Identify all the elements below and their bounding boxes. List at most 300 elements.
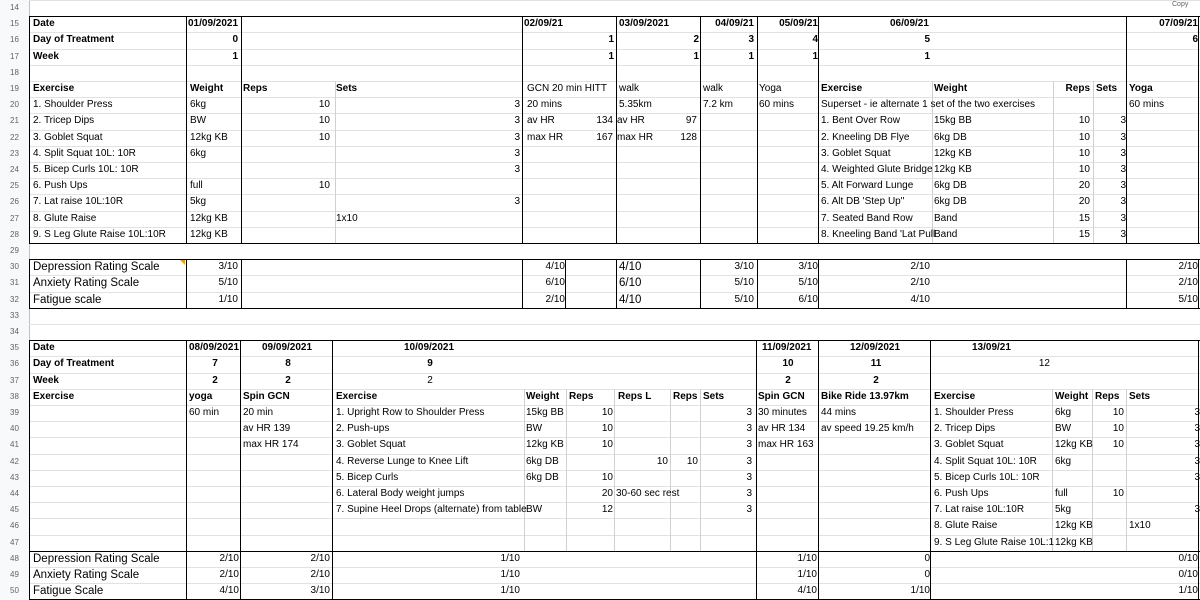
cell[interactable]: 10 <box>318 180 330 192</box>
cell[interactable]: 0/10 <box>1178 569 1198 580</box>
cell[interactable]: yoga <box>189 390 213 402</box>
cell[interactable]: av HR <box>617 115 645 127</box>
cell[interactable]: 3. Goblet Squat <box>33 131 103 143</box>
row-number[interactable]: 16 <box>10 35 19 45</box>
cell[interactable]: Exercise <box>934 390 976 402</box>
cell[interactable]: 10 <box>1112 407 1124 418</box>
cell[interactable]: 0 <box>924 552 930 564</box>
cell[interactable]: 60 mins <box>759 99 795 111</box>
cell[interactable]: Day of Treatment <box>33 34 115 46</box>
cell[interactable]: 6. Alt DB 'Step Up" <box>821 196 905 208</box>
cell[interactable]: 10 <box>656 455 668 467</box>
row-number[interactable]: 28 <box>10 229 19 239</box>
cell[interactable]: 5. Bicep Curls <box>336 471 399 483</box>
cell[interactable]: 0 <box>924 569 930 580</box>
cell[interactable]: 15kg BB <box>526 407 564 418</box>
cell[interactable]: 6kg DB <box>526 455 559 467</box>
cell[interactable]: 3 <box>1120 212 1126 224</box>
cell[interactable]: 3 <box>514 164 520 175</box>
cell[interactable]: 1 <box>232 50 238 62</box>
cell[interactable]: 3 <box>1120 164 1126 175</box>
cell[interactable]: 3 <box>748 34 754 46</box>
cell[interactable]: 3 <box>1194 439 1200 451</box>
cell[interactable]: Anxiety Rating Scale <box>33 569 140 581</box>
cell[interactable]: 5 <box>924 34 930 46</box>
cell[interactable]: 10 <box>1078 147 1090 159</box>
cell[interactable]: 09/09/2021 <box>262 342 313 354</box>
cell[interactable]: 1 <box>924 50 930 62</box>
cell[interactable]: Weight <box>934 83 968 94</box>
cell[interactable]: walk <box>703 83 724 94</box>
row-number[interactable]: 15 <box>10 19 19 29</box>
cell[interactable]: 3 <box>514 131 520 143</box>
cell[interactable]: Fatigue Scale <box>33 585 104 598</box>
cell[interactable]: Superset - ie alternate 1 set of the two exercises <box>821 99 1035 111</box>
cell[interactable]: 20 <box>601 488 613 499</box>
cell[interactable]: 15 <box>1078 212 1090 224</box>
cell[interactable]: 12kg KB <box>190 212 228 224</box>
cell[interactable]: 12kg KB <box>190 228 228 240</box>
cell[interactable]: BW <box>1055 423 1072 435</box>
cell[interactable]: Fatigue scale <box>33 293 102 306</box>
cell[interactable]: 2/10 <box>1178 277 1198 289</box>
cell[interactable]: av HR 139 <box>243 423 291 435</box>
cell[interactable]: 10 <box>601 407 613 418</box>
cell[interactable]: 2/10 <box>310 569 330 580</box>
row-number[interactable]: 42 <box>10 456 19 466</box>
row-number[interactable]: 22 <box>10 132 19 142</box>
cell[interactable]: 5/10 <box>798 277 818 289</box>
row-number[interactable]: 18 <box>10 67 19 77</box>
cell[interactable]: 3 <box>1194 423 1200 435</box>
cell[interactable]: 02/09/21 <box>524 18 563 30</box>
table-border <box>930 340 931 551</box>
row-number[interactable]: 45 <box>10 505 19 515</box>
cell[interactable]: full <box>190 180 203 192</box>
table-border <box>1198 259 1199 308</box>
cell[interactable]: 5kg <box>190 196 207 208</box>
cell[interactable]: 2 <box>427 374 433 386</box>
cell[interactable]: 13/09/21 <box>972 342 1011 354</box>
cell[interactable]: Exercise <box>821 83 863 94</box>
cell[interactable]: Sets <box>703 390 725 402</box>
row-number[interactable]: 34 <box>10 327 19 336</box>
cell[interactable]: av HR 134 <box>758 423 806 435</box>
cell[interactable]: Sets <box>336 83 358 94</box>
cell[interactable]: Reps <box>569 390 594 402</box>
cell[interactable]: 30 minutes <box>758 407 807 418</box>
row-number[interactable]: 35 <box>10 343 19 353</box>
cell[interactable]: 10 <box>601 423 613 435</box>
cell[interactable]: 2. Tricep Dips <box>934 423 996 435</box>
row-number[interactable]: 17 <box>10 51 19 61</box>
cell[interactable]: 4/10 <box>910 293 930 305</box>
cell[interactable]: 3 <box>746 471 752 483</box>
cell[interactable]: 8. Glute Raise <box>33 212 97 224</box>
cell[interactable]: 1/10 <box>500 552 520 564</box>
cell[interactable]: 5. Bicep Curls 10L: 10R <box>33 164 139 175</box>
cell[interactable]: 6. Push Ups <box>33 180 88 192</box>
cell[interactable]: BW <box>526 504 543 516</box>
row-number[interactable]: 27 <box>10 213 19 223</box>
cell[interactable]: 10 <box>318 99 330 111</box>
cell[interactable]: 1. Shoulder Press <box>934 407 1014 418</box>
cell[interactable]: 4/10 <box>219 585 239 597</box>
cell[interactable]: 15 <box>1078 228 1090 240</box>
cell[interactable]: 03/09/2021 <box>619 18 670 30</box>
cell[interactable]: Bike Ride 13.97km <box>821 390 909 402</box>
cell[interactable]: Yoga <box>759 83 782 94</box>
row-number[interactable]: 48 <box>10 553 19 563</box>
cell[interactable]: 5/10 <box>734 293 754 305</box>
cell[interactable]: Depression Rating Scale <box>33 261 160 274</box>
cell[interactable]: Reps <box>1095 390 1120 402</box>
cell[interactable]: 5. Bicep Curls 10L: 10R <box>934 471 1040 483</box>
cell[interactable]: 01/09/2021 <box>188 18 239 30</box>
cell[interactable]: 167 <box>596 131 613 143</box>
cell[interactable]: max HR <box>527 131 564 143</box>
table-border <box>29 16 30 243</box>
cell[interactable]: 7 <box>212 358 218 370</box>
cell[interactable]: 11/09/2021 <box>762 342 812 354</box>
cell[interactable]: Band <box>934 228 958 240</box>
cell[interactable]: 2 <box>785 374 791 386</box>
cell[interactable]: Weight <box>526 390 560 402</box>
table-border <box>670 389 671 551</box>
cell[interactable]: Reps <box>673 390 698 402</box>
row-number[interactable]: 14 <box>10 3 19 12</box>
cell[interactable]: BW <box>190 115 207 127</box>
cell[interactable]: 08/09/2021 <box>189 342 240 354</box>
table-border <box>524 389 525 551</box>
cell[interactable]: 6/10 <box>798 293 818 305</box>
cell[interactable]: 0/10 <box>1178 552 1198 564</box>
cell[interactable]: 3 <box>746 423 752 435</box>
cell[interactable]: 1/10 <box>500 569 520 580</box>
cell[interactable]: 4. Split Squat 10L: 10R <box>934 455 1037 467</box>
cell[interactable]: 20 <box>1078 196 1090 208</box>
cell[interactable]: Exercise <box>33 390 75 402</box>
cell[interactable]: BW <box>526 423 543 435</box>
cell[interactable]: 05/09/21 <box>779 18 818 30</box>
cell[interactable]: max HR 163 <box>758 439 814 451</box>
cell[interactable]: 1. Bent Over Row <box>821 115 900 127</box>
cell[interactable]: 6kg <box>190 147 207 159</box>
row-number[interactable]: 33 <box>10 310 19 320</box>
cell[interactable]: 8. Glute Raise <box>934 520 998 532</box>
cell[interactable]: 6kg <box>190 99 207 111</box>
cell[interactable]: 10 <box>1112 439 1124 451</box>
cell[interactable]: 8 <box>285 358 291 370</box>
cell[interactable]: 3/10 <box>734 261 754 273</box>
cell[interactable]: 1x10 <box>1129 520 1151 532</box>
cell[interactable]: 12kg KB <box>1055 536 1093 548</box>
cell[interactable]: max HR <box>617 131 654 143</box>
cell[interactable]: 4/10 <box>797 585 817 597</box>
cell[interactable]: 6. Push Ups <box>934 488 989 499</box>
cell[interactable]: 12 <box>601 504 613 516</box>
cell[interactable]: 10 <box>782 358 794 370</box>
cell[interactable]: 60 min <box>189 407 220 418</box>
cell[interactable]: 2 <box>212 374 218 386</box>
cell[interactable]: 6 <box>1192 34 1198 46</box>
cell[interactable]: 4/10 <box>619 293 642 306</box>
row-number[interactable]: 36 <box>10 359 19 369</box>
cell[interactable]: 11 <box>870 358 882 370</box>
cell[interactable]: 7. Supine Heel Drops (alternate) from table <box>336 504 527 516</box>
cell[interactable]: 1 <box>608 34 614 46</box>
cell[interactable]: 20 <box>1078 180 1090 192</box>
cell[interactable]: Exercise <box>33 83 75 94</box>
cell[interactable]: GCN 20 min HITT <box>527 83 608 94</box>
cell[interactable]: 3 <box>746 407 752 418</box>
cell[interactable]: 10 <box>601 439 613 451</box>
cell[interactable]: 1 <box>608 50 614 62</box>
cell[interactable]: 06/09/21 <box>890 18 929 30</box>
cell[interactable]: 12kg KB <box>934 147 972 159</box>
cell[interactable]: 10 <box>1078 131 1090 143</box>
cell[interactable]: 5. Alt Forward Lunge <box>821 180 914 192</box>
row-number[interactable]: 41 <box>10 440 19 450</box>
cell[interactable]: 2/10 <box>219 552 239 564</box>
cell[interactable]: 6/10 <box>619 277 642 290</box>
cell[interactable]: Yoga <box>1129 83 1153 94</box>
cell[interactable]: 1/10 <box>1178 585 1198 597</box>
cell[interactable]: 10 <box>318 115 330 127</box>
cell[interactable]: 04/09/21 <box>715 18 754 30</box>
cell[interactable]: 1/10 <box>797 552 817 564</box>
row-number[interactable]: 30 <box>10 262 19 272</box>
cell[interactable]: 2. Kneeling DB Flye <box>821 131 910 143</box>
cell[interactable]: 3. Goblet Squat <box>336 439 406 451</box>
cell[interactable]: 97 <box>685 115 697 127</box>
cell[interactable]: Sets <box>1129 390 1151 402</box>
cell[interactable]: 5/10 <box>1178 293 1198 305</box>
cell[interactable]: 3 <box>746 488 752 499</box>
cell[interactable]: 3 <box>1194 504 1200 516</box>
cell[interactable]: walk <box>619 83 640 94</box>
cell[interactable]: 3 <box>514 99 520 111</box>
cell[interactable]: 4. Split Squat 10L: 10R <box>33 147 136 159</box>
cell[interactable]: 10 <box>1112 488 1124 499</box>
cell[interactable]: Week <box>33 50 59 62</box>
cell[interactable]: 10/09/2021 <box>404 342 455 354</box>
cell[interactable]: 9. S Leg Glute Raise 10L:1 <box>934 536 1055 548</box>
cell[interactable]: Spin GCN <box>243 390 290 402</box>
cell[interactable]: 6kg DB <box>934 196 967 208</box>
row-number[interactable]: 39 <box>10 408 19 417</box>
cell[interactable]: 1 <box>812 50 818 62</box>
cell[interactable]: 12/09/2021 <box>850 342 901 354</box>
cell[interactable]: 20 mins <box>527 99 563 111</box>
cell[interactable]: max HR 174 <box>243 439 299 451</box>
cell[interactable]: 12kg KB <box>1055 520 1093 532</box>
cell[interactable]: 12kg KB <box>526 439 564 451</box>
cell[interactable]: 60 mins <box>1129 99 1165 111</box>
cell[interactable]: av HR <box>527 115 555 127</box>
cell[interactable]: 9. S Leg Glute Raise 10L:10R <box>33 228 166 240</box>
cell[interactable]: Reps <box>243 83 268 94</box>
cell[interactable]: 2/10 <box>1178 261 1198 273</box>
cell[interactable]: 07/09/21 <box>1159 18 1198 30</box>
cell[interactable]: 4. Reverse Lunge to Knee Lift <box>336 455 469 467</box>
row-number[interactable]: 24 <box>10 165 19 174</box>
cell[interactable]: Reps L <box>618 390 652 402</box>
cell[interactable]: 1/10 <box>797 569 817 580</box>
cell[interactable]: Exercise <box>336 390 378 402</box>
cell[interactable]: 4 <box>812 34 818 46</box>
row-number[interactable]: 31 <box>10 278 19 288</box>
row-number[interactable]: 49 <box>10 570 19 579</box>
cell[interactable]: 7.2 km <box>703 99 734 111</box>
cell[interactable]: 134 <box>596 115 613 127</box>
cell[interactable]: 1. Upright Row to Shoulder Press <box>336 407 485 418</box>
cell[interactable]: 2/10 <box>545 293 565 305</box>
cell[interactable]: 10 <box>686 455 698 467</box>
cell[interactable]: 1 <box>748 50 754 62</box>
row-number[interactable]: 44 <box>10 489 19 498</box>
cell[interactable]: 2/10 <box>910 261 930 273</box>
cell[interactable]: 6kg DB <box>934 180 967 192</box>
row-number[interactable]: 40 <box>10 424 19 434</box>
row-number[interactable]: 47 <box>10 537 19 547</box>
cell[interactable]: 20 min <box>243 407 274 418</box>
row-number[interactable]: 23 <box>10 148 19 158</box>
row-number[interactable]: 46 <box>10 521 19 531</box>
cell[interactable]: 12 <box>1038 358 1050 370</box>
cell[interactable]: 3/10 <box>310 585 330 597</box>
cell[interactable]: 2/10 <box>219 569 239 580</box>
cell[interactable]: Reps <box>1065 83 1090 94</box>
cell[interactable]: 10 <box>1078 164 1090 175</box>
cell[interactable]: av speed 19.25 km/h <box>821 423 914 435</box>
cell[interactable]: Day of Treatment <box>33 358 115 370</box>
cell[interactable]: Anxiety Rating Scale <box>33 277 140 290</box>
cell[interactable]: 30-60 sec rest <box>616 488 680 499</box>
cell[interactable]: 5/10 <box>218 277 238 289</box>
cell[interactable]: 6. Lateral Body weight jumps <box>336 488 465 499</box>
cell[interactable]: 3. Goblet Squat <box>934 439 1004 451</box>
cell[interactable]: 10 <box>1078 115 1090 127</box>
cell[interactable]: 3 <box>514 147 520 159</box>
cell[interactable]: 3 <box>1194 471 1200 483</box>
cell[interactable]: Weight <box>1055 390 1089 402</box>
cell[interactable]: 128 <box>680 131 697 143</box>
cell[interactable]: 0 <box>232 34 238 46</box>
row-number[interactable]: 19 <box>10 84 19 93</box>
cell[interactable]: 3 <box>514 115 520 127</box>
cell[interactable]: 6kg DB <box>934 131 967 143</box>
cell[interactable]: 3/10 <box>798 261 818 273</box>
cell[interactable]: 12kg KB <box>190 131 228 143</box>
cell[interactable]: 3 <box>514 196 520 208</box>
cell[interactable]: 4/10 <box>619 261 642 274</box>
cell[interactable]: 3 <box>1194 407 1200 418</box>
cell[interactable]: 2. Push-ups <box>336 423 390 435</box>
cell[interactable]: full <box>1055 488 1068 499</box>
cell[interactable]: 3. Goblet Squat <box>821 147 891 159</box>
cell[interactable]: 10 <box>1112 423 1124 435</box>
row-number[interactable]: 21 <box>10 116 19 126</box>
row-number[interactable]: 43 <box>10 472 19 482</box>
row-number[interactable]: 26 <box>10 197 19 207</box>
row-number[interactable]: 38 <box>10 391 19 401</box>
cell[interactable]: 7. Seated Band Row <box>821 212 913 224</box>
cell[interactable]: 6kg <box>1055 407 1072 418</box>
cell[interactable]: 1/10 <box>500 585 520 597</box>
cell[interactable]: Sets <box>1096 83 1118 94</box>
row-number[interactable]: 20 <box>10 100 19 110</box>
cell[interactable]: 12kg KB <box>934 164 972 175</box>
cell[interactable]: 3 <box>1194 455 1200 467</box>
cell[interactable]: 3 <box>1120 131 1126 143</box>
row-number[interactable]: 29 <box>10 246 19 255</box>
cell[interactable]: 1. Shoulder Press <box>33 99 113 111</box>
cell[interactable]: 5.35km <box>619 99 652 111</box>
cell[interactable]: 15kg BB <box>934 115 972 127</box>
cell[interactable]: 6/10 <box>545 277 565 289</box>
row-number[interactable]: 50 <box>10 586 19 596</box>
cell[interactable]: Weight <box>190 83 224 94</box>
row-number[interactable]: 32 <box>10 294 19 304</box>
cell[interactable]: Date <box>33 342 55 354</box>
cell[interactable]: 3 <box>1120 180 1126 192</box>
cell[interactable]: 1/10 <box>218 293 238 305</box>
cell[interactable]: 3 <box>746 504 752 516</box>
cell[interactable]: 3/10 <box>218 261 238 273</box>
cell[interactable]: 8. Kneeling Band 'Lat Pull <box>821 228 936 240</box>
cell[interactable]: 3 <box>1120 147 1126 159</box>
cell[interactable]: 44 mins <box>821 407 857 418</box>
cell[interactable]: Band <box>934 212 958 224</box>
cell[interactable]: 2. Tricep Dips <box>33 115 95 127</box>
cell[interactable]: 3 <box>746 439 752 451</box>
cell[interactable]: 2/10 <box>310 552 330 564</box>
cell[interactable]: 10 <box>601 471 613 483</box>
cell[interactable]: 5kg <box>1055 504 1072 516</box>
cell[interactable]: 5/10 <box>734 277 754 289</box>
cell[interactable]: 7. Lat raise 10L:10R <box>33 196 124 208</box>
cell[interactable]: 9 <box>427 358 433 370</box>
cell[interactable]: 4. Weighted Glute Bridge <box>821 164 933 175</box>
cell[interactable]: 2 <box>285 374 291 386</box>
cell[interactable]: 6kg DB <box>526 471 559 483</box>
cell[interactable]: 1 <box>693 50 699 62</box>
cell[interactable]: 4/10 <box>545 261 565 273</box>
cell[interactable]: 6kg <box>1055 455 1072 467</box>
cell[interactable]: 3 <box>1120 228 1126 240</box>
cell[interactable]: 2 <box>693 34 699 46</box>
cell[interactable]: Depression Rating Scale <box>33 552 160 565</box>
cell[interactable]: 3 <box>1120 196 1126 208</box>
cell[interactable]: 2/10 <box>910 277 930 289</box>
cell[interactable]: Week <box>33 374 59 386</box>
cell[interactable]: 10 <box>318 131 330 143</box>
cell[interactable]: Date <box>33 18 55 30</box>
cell[interactable]: 3 <box>746 455 752 467</box>
cell[interactable]: 1/10 <box>910 585 930 597</box>
table-border <box>29 308 1200 309</box>
row-number[interactable]: 25 <box>10 181 19 191</box>
cell[interactable]: 12kg KB <box>1055 439 1093 451</box>
cell[interactable]: 2 <box>873 374 879 386</box>
cell[interactable]: 3 <box>1120 115 1126 127</box>
cell[interactable]: 7. Lat raise 10L:10R <box>934 504 1025 516</box>
row-number[interactable]: 37 <box>10 375 19 385</box>
table-border <box>29 551 30 600</box>
cell[interactable]: 1x10 <box>336 212 358 224</box>
cell[interactable]: Spin GCN <box>758 390 805 402</box>
